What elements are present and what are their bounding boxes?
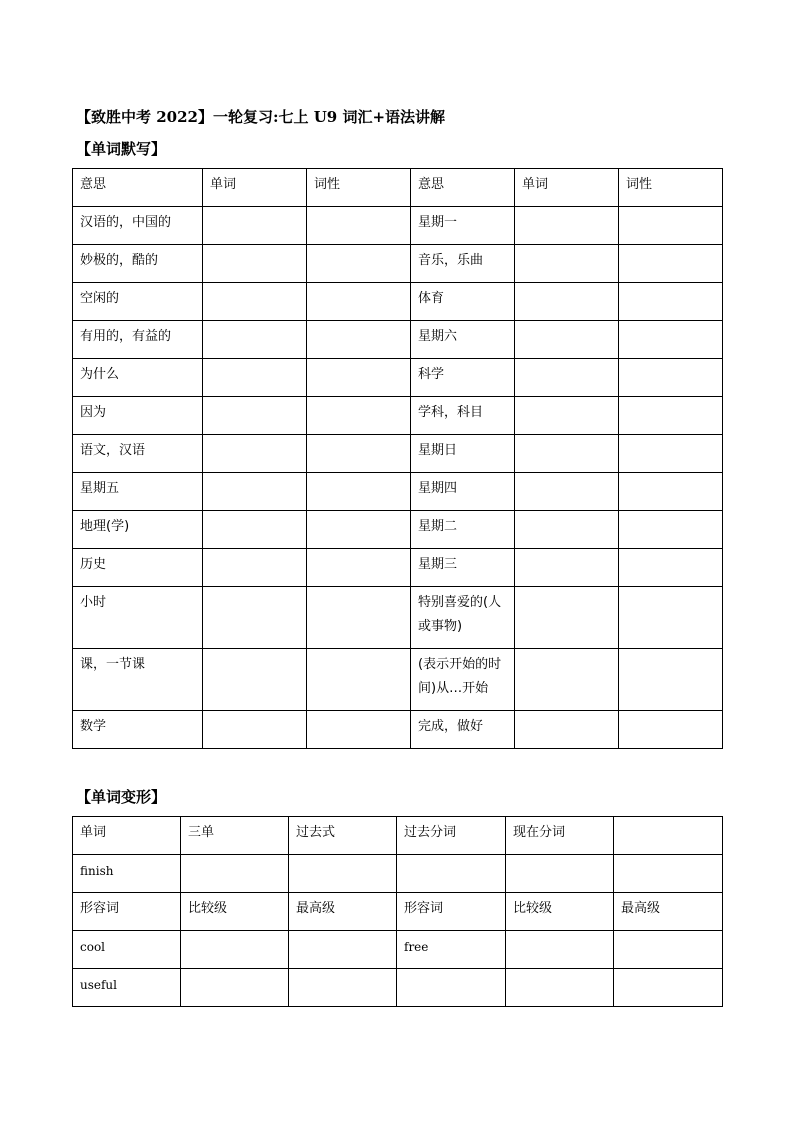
meaning-cell: 数学 [73, 711, 203, 749]
table-row [73, 893, 723, 931]
meaning-cell: 星期六 [411, 321, 515, 359]
answer-cell[interactable] [506, 931, 614, 969]
table-row [73, 649, 723, 711]
answer-cell[interactable] [203, 245, 307, 283]
label-cell: 最高级 [614, 893, 723, 931]
column-header: 词性 [307, 169, 411, 207]
table-row [73, 359, 723, 397]
answer-cell[interactable] [203, 549, 307, 587]
answer-cell[interactable] [619, 587, 723, 649]
answer-cell[interactable] [619, 711, 723, 749]
meaning-cell: 语文，汉语 [73, 435, 203, 473]
answer-cell[interactable] [515, 321, 619, 359]
label-cell: useful [73, 969, 181, 1007]
document-title: 【致胜中考 2022】一轮复习:七上 U9 词汇+语法讲解 [76, 108, 446, 126]
column-header: 词性 [619, 169, 723, 207]
answer-cell[interactable] [181, 855, 289, 893]
answer-cell[interactable] [181, 931, 289, 969]
answer-cell[interactable] [181, 969, 289, 1007]
table-row [73, 711, 723, 749]
answer-cell[interactable] [515, 549, 619, 587]
meaning-cell: 完成，做好 [411, 711, 515, 749]
table-row [73, 207, 723, 245]
answer-cell[interactable] [397, 855, 506, 893]
meaning-cell: 星期日 [411, 435, 515, 473]
answer-cell[interactable] [307, 511, 411, 549]
label-cell: 过去式 [289, 817, 397, 855]
answer-cell[interactable] [307, 649, 411, 711]
answer-cell[interactable] [307, 207, 411, 245]
answer-cell[interactable] [397, 969, 506, 1007]
column-header: 意思 [411, 169, 515, 207]
answer-cell[interactable] [203, 649, 307, 711]
meaning-cell: 因为 [73, 397, 203, 435]
answer-cell[interactable] [203, 397, 307, 435]
answer-cell[interactable] [515, 511, 619, 549]
meaning-cell: 空闲的 [73, 283, 203, 321]
meaning-cell: 星期三 [411, 549, 515, 587]
answer-cell[interactable] [203, 207, 307, 245]
answer-cell[interactable] [619, 397, 723, 435]
answer-cell[interactable] [619, 435, 723, 473]
label-cell: 过去分词 [397, 817, 506, 855]
answer-cell[interactable] [506, 855, 614, 893]
answer-cell[interactable] [515, 711, 619, 749]
table-header-row [73, 169, 723, 207]
answer-cell[interactable] [619, 511, 723, 549]
answer-cell[interactable] [614, 817, 723, 855]
meaning-cell: 音乐，乐曲 [411, 245, 515, 283]
answer-cell[interactable] [619, 649, 723, 711]
meaning-cell: 汉语的，中国的 [73, 207, 203, 245]
answer-cell[interactable] [289, 969, 397, 1007]
answer-cell[interactable] [203, 435, 307, 473]
label-cell: 三单 [181, 817, 289, 855]
table-row [73, 435, 723, 473]
table-row [73, 817, 723, 855]
table-row [73, 397, 723, 435]
answer-cell[interactable] [506, 969, 614, 1007]
answer-cell[interactable] [614, 931, 723, 969]
table-row [73, 969, 723, 1007]
table-row [73, 855, 723, 893]
label-cell: 比较级 [181, 893, 289, 931]
table-row [73, 473, 723, 511]
answer-cell[interactable] [203, 283, 307, 321]
label-cell: free [397, 931, 506, 969]
answer-cell[interactable] [515, 435, 619, 473]
label-cell: finish [73, 855, 181, 893]
meaning-cell: 地理(学) [73, 511, 203, 549]
meaning-cell: 科学 [411, 359, 515, 397]
column-header: 单词 [203, 169, 307, 207]
label-cell: 形容词 [73, 893, 181, 931]
meaning-cell: 星期四 [411, 473, 515, 511]
answer-cell[interactable] [619, 245, 723, 283]
meaning-cell: 历史 [73, 549, 203, 587]
answer-cell[interactable] [289, 855, 397, 893]
answer-cell[interactable] [307, 587, 411, 649]
answer-cell[interactable] [619, 359, 723, 397]
answer-cell[interactable] [307, 283, 411, 321]
answer-cell[interactable] [515, 649, 619, 711]
table-row [73, 931, 723, 969]
table-row [73, 549, 723, 587]
answer-cell[interactable] [515, 245, 619, 283]
meaning-cell: 体育 [411, 283, 515, 321]
answer-cell[interactable] [307, 397, 411, 435]
meaning-cell: 学科，科目 [411, 397, 515, 435]
answer-cell[interactable] [619, 321, 723, 359]
answer-cell[interactable] [307, 359, 411, 397]
answer-cell[interactable] [203, 321, 307, 359]
meaning-cell: 特别喜爱的(人或事物) [411, 587, 515, 649]
answer-cell[interactable] [307, 473, 411, 511]
meaning-cell: 小时 [73, 587, 203, 649]
answer-cell[interactable] [515, 473, 619, 511]
answer-cell[interactable] [619, 283, 723, 321]
table-row [73, 511, 723, 549]
answer-cell[interactable] [614, 855, 723, 893]
answer-cell[interactable] [307, 711, 411, 749]
answer-cell[interactable] [203, 587, 307, 649]
label-cell: cool [73, 931, 181, 969]
meaning-cell: 有用的，有益的 [73, 321, 203, 359]
answer-cell[interactable] [619, 549, 723, 587]
answer-cell[interactable] [307, 549, 411, 587]
meaning-cell: 星期二 [411, 511, 515, 549]
answer-cell[interactable] [619, 207, 723, 245]
table-row [73, 283, 723, 321]
answer-cell[interactable] [515, 359, 619, 397]
answer-cell[interactable] [614, 969, 723, 1007]
dictation-table [72, 168, 723, 749]
label-cell: 单词 [73, 817, 181, 855]
word-forms-table [72, 816, 723, 1007]
meaning-cell: 星期五 [73, 473, 203, 511]
label-cell: 最高级 [289, 893, 397, 931]
answer-cell[interactable] [307, 321, 411, 359]
answer-cell[interactable] [203, 359, 307, 397]
section-heading-dictation: 【单词默写】 [76, 140, 167, 158]
meaning-cell: 星期一 [411, 207, 515, 245]
meaning-cell: (表示开始的时间)从…开始 [411, 649, 515, 711]
label-cell: 形容词 [397, 893, 506, 931]
answer-cell[interactable] [203, 473, 307, 511]
meaning-cell: 课，一节课 [73, 649, 203, 711]
table-row [73, 587, 723, 649]
meaning-cell: 妙极的，酷的 [73, 245, 203, 283]
column-header: 单词 [515, 169, 619, 207]
answer-cell[interactable] [515, 587, 619, 649]
label-cell: 现在分词 [506, 817, 614, 855]
answer-cell[interactable] [307, 245, 411, 283]
table-row [73, 321, 723, 359]
label-cell: 比较级 [506, 893, 614, 931]
answer-cell[interactable] [515, 397, 619, 435]
table-row [73, 245, 723, 283]
meaning-cell: 为什么 [73, 359, 203, 397]
column-header: 意思 [73, 169, 203, 207]
answer-cell[interactable] [203, 711, 307, 749]
answer-cell[interactable] [515, 283, 619, 321]
answer-cell[interactable] [515, 207, 619, 245]
answer-cell[interactable] [307, 435, 411, 473]
section-heading-word-forms: 【单词变形】 [76, 788, 167, 806]
answer-cell[interactable] [619, 473, 723, 511]
answer-cell[interactable] [289, 931, 397, 969]
answer-cell[interactable] [203, 511, 307, 549]
